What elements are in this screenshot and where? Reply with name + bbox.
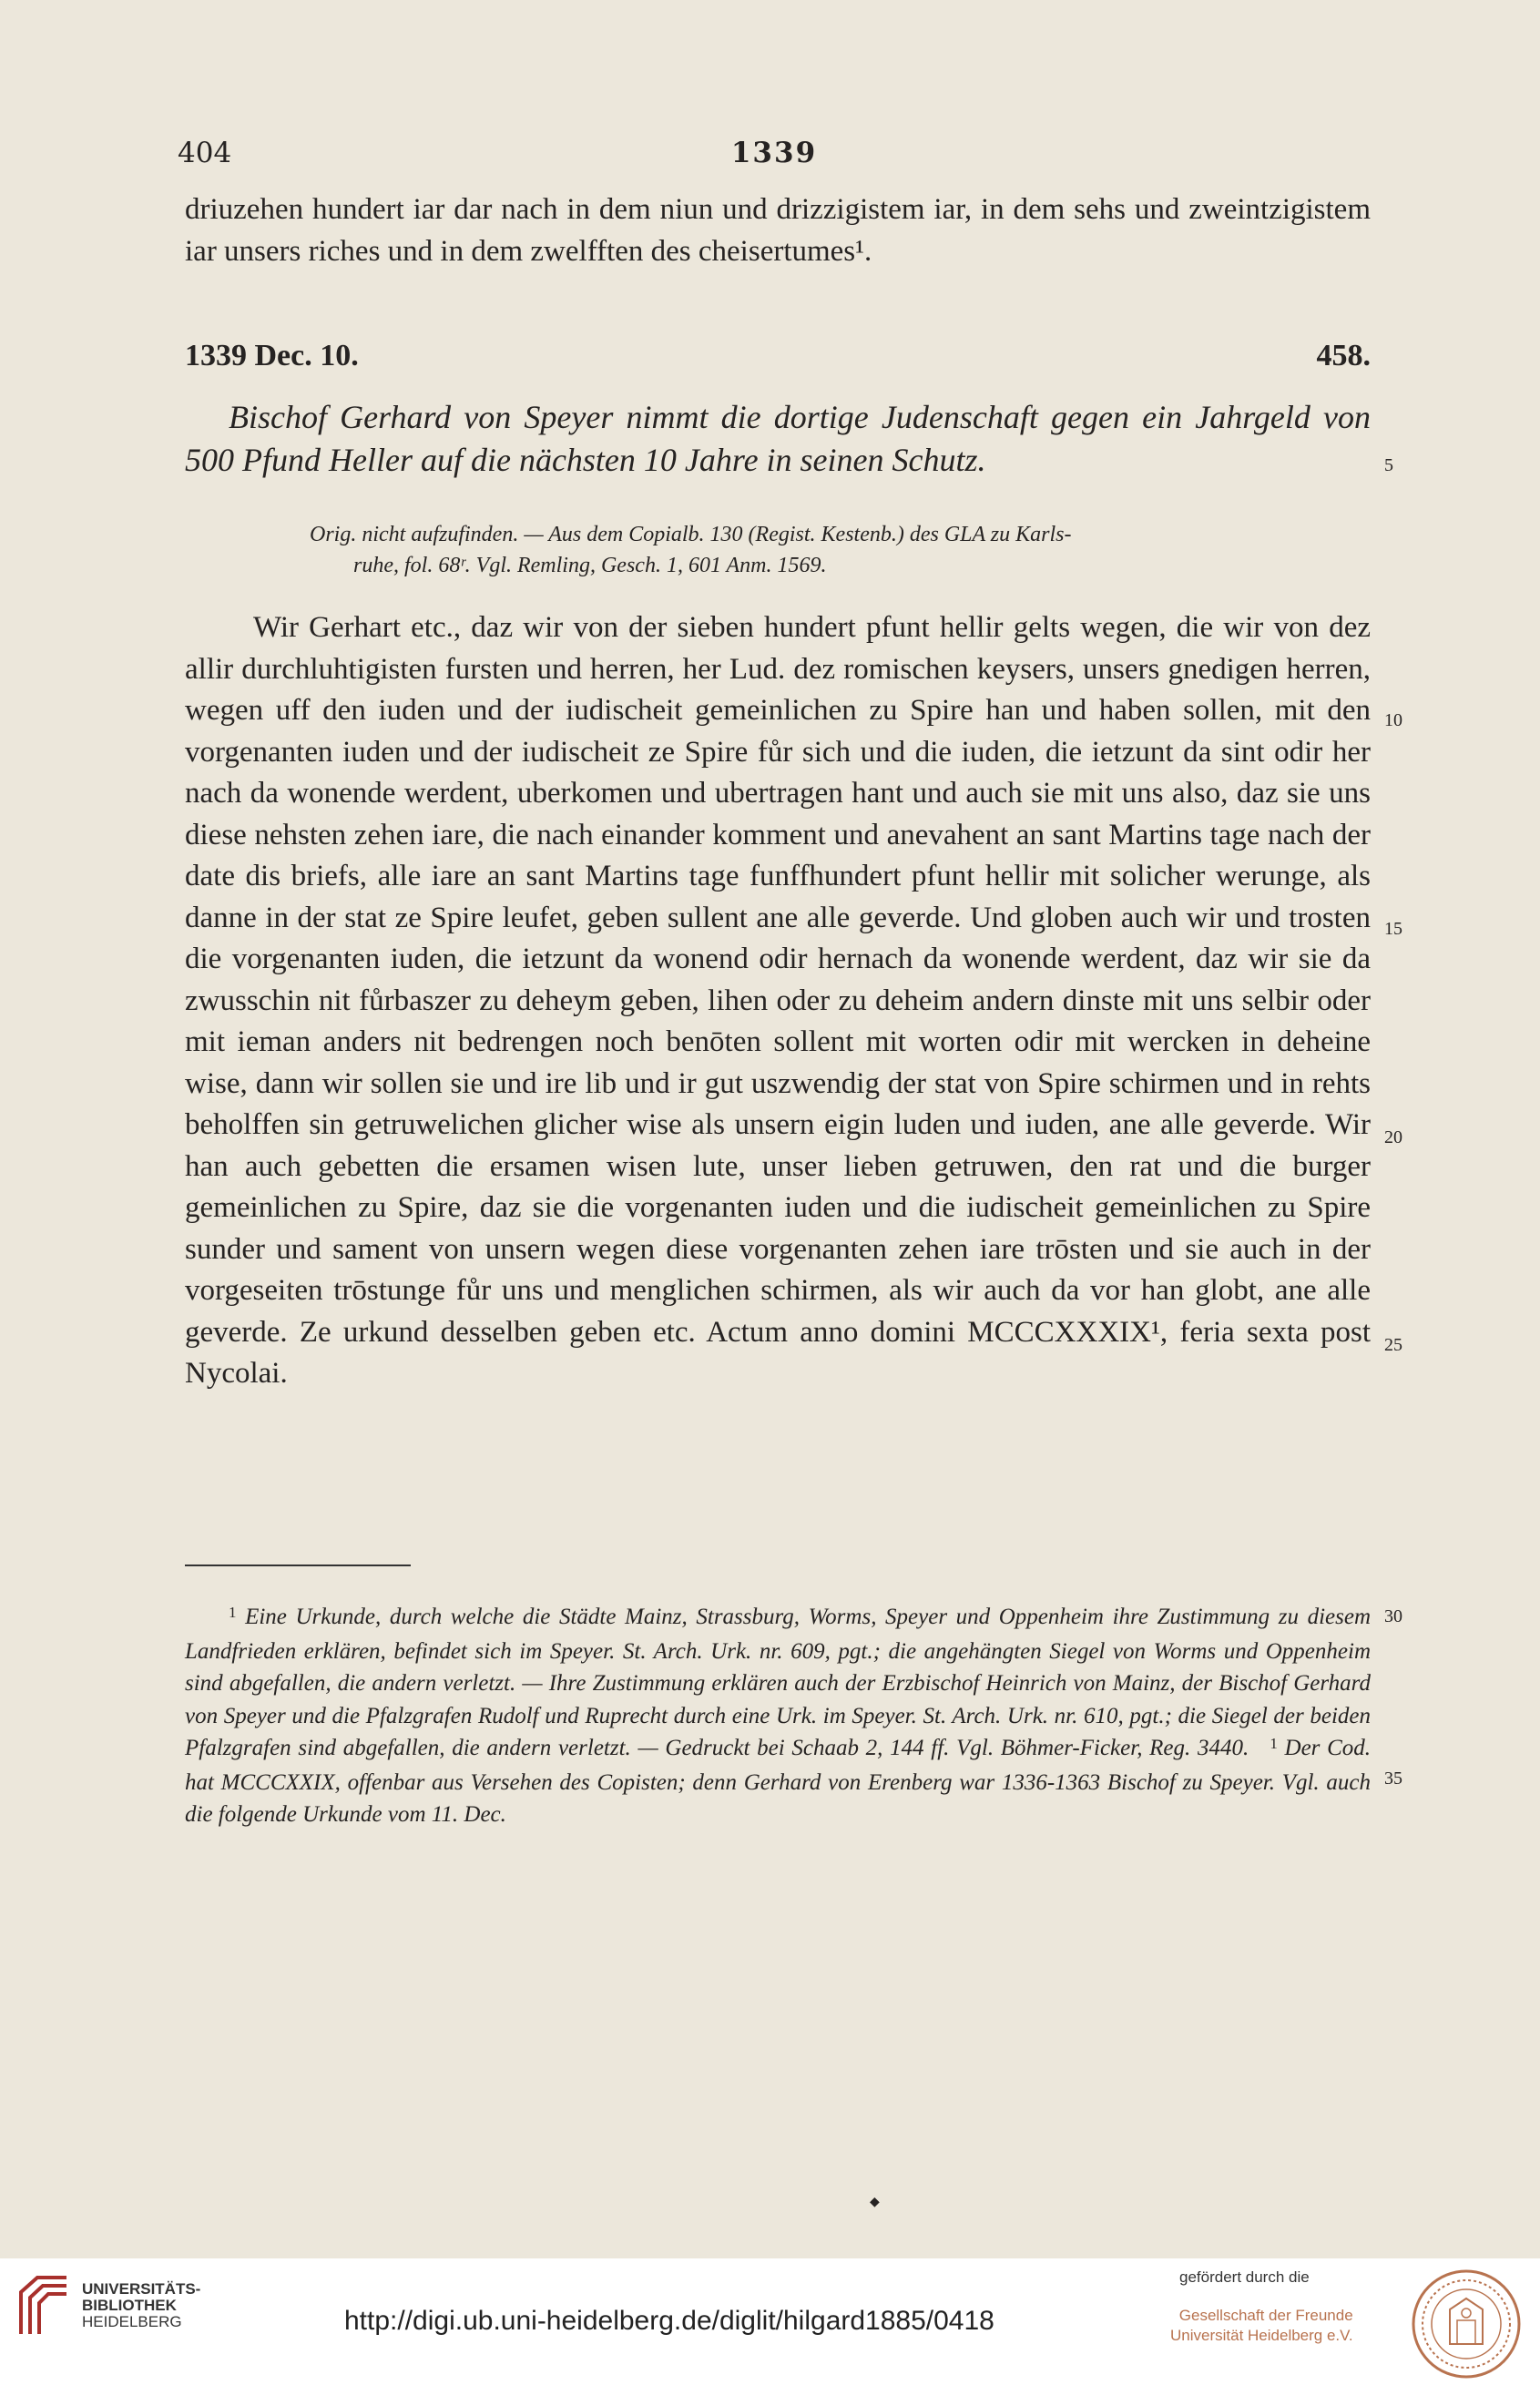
funded-by-label: gefördert durch die	[1179, 2268, 1310, 2286]
running-year: 1339	[730, 137, 818, 169]
line-number: 30	[1384, 1606, 1402, 1626]
line-number: 15	[1384, 919, 1402, 939]
source-line: ruhe, fol. 68ʳ. Vgl. Remling, Gesch. 1, 601 Anm. 1569.	[353, 554, 827, 577]
source-line: Orig. nicht aufzufinden. — Aus dem Copialb. 130 (Regist. Kestenb.) des GLA zu Karls-	[310, 523, 1072, 546]
document-date: 1339 Dec. 10.	[185, 339, 359, 372]
printer-mark: ◆	[870, 2195, 880, 2209]
society-name	[1170, 2306, 1353, 2346]
society-line: Gesellschaft der Freunde	[1178, 2307, 1353, 2324]
line-number: 25	[1384, 1335, 1402, 1355]
library-name	[82, 2281, 200, 2330]
main-text	[185, 607, 1371, 1395]
library-line: UNIVERSITÄTS-	[82, 2280, 201, 2298]
line-number: 20	[1384, 1127, 1402, 1147]
university-seal-icon[interactable]	[1410, 2268, 1523, 2380]
footnote-text: Der Cod. hat MCCCXXIX, offenbar aus Versehen des Copisten; denn Gerhard von Erenberg war 1336-1363 Bischof zu Speyer. Vgl. auch die folgende Urkunde vom 11. Dec.	[185, 1736, 1372, 1827]
document-heading	[185, 339, 1371, 373]
footnote-text: Eine Urkunde, durch welche die Städte Mainz, Strassburg, Worms, Speyer und Oppenheim ihre Zustimmung zu diesem Landfrieden erklären, befindet sich im Speyer. St. Arch. Urk. nr. 609, pgt.; die angehängten Siegel von Worms und Oppenheim sind abgefallen, die andern verletzt. — Ihre Zustimmung erklären auch der Erzbischof Heinrich von Mainz, der Bischof Gerhard von Speyer und die Pfalzgrafen Rudolf und Ruprecht durch eine Urk. im Speyer. St. Arch. Urk. nr. 610, pgt.; die Siegel der beiden Pfalzgrafen sind abgefallen, die andern verletzt. — Gedruckt bei Schaab 2, 144 ff. Vgl. Böhmer-Ficker, Reg. 3440.	[185, 1605, 1371, 1760]
footnote	[185, 1601, 1371, 1831]
footnotes	[185, 1601, 1371, 1831]
footnote-mark: 1	[1270, 1735, 1278, 1752]
intro-paragraph: driuzehen hundert iar dar nach in dem niun und drizzigistem iar, in dem sehs und zweintzigistem iar unsers riches und in dem zwelfften des cheisertumes¹.	[185, 193, 1371, 268]
library-line: BIBLIOTHEK	[82, 2297, 177, 2314]
footnote-mark: 1	[229, 1604, 237, 1621]
line-number: 35	[1384, 1768, 1402, 1789]
document-number: 458.	[1316, 339, 1371, 372]
line-number: 5	[1384, 455, 1393, 475]
line-number: 10	[1384, 710, 1402, 730]
society-line: Universität Heidelberg e.V.	[1170, 2327, 1353, 2344]
main-paragraph: Wir Gerhart etc., daz wir von der sieben hundert pfunt hellir gelts wegen, die wir von dez allir durchluhtigisten fursten und herren, her Lud. dez romischen keysers, unsers gnedigen herren, wegen uff den iuden und der iudischeit gemeinlichen zu Spire han und haben sollen, mit den vorgenanten iuden und der iudischeit ze Spire fůr sich und die iuden, die ietzunt da sint odir her nach da wonende werdent, uberkomen und ubertragen hant und auch sie mit uns also, daz sie uns diese nehsten zehen iare, die nach einander komment und anevahent an sant Martins tage nach der date dis briefs, alle iare an sant Martins tage funffhundert pfunt hellir mit solicher werunge, als danne in der stat ze Spire leufet, geben sullent ane alle geverde. Und globen auch wir und trosten die vorgenanten iuden, die ietzunt da wonend odir hernach da wonende werdent, daz wir sie da zwusschin nit fůrbaszer zu deheym geben, lihen oder zu deheim andern dinste mit uns selbir oder mit ieman anders nit bedrengen noch benōten sollent mit worten odir mit wercken in deheine wise, dann wir sollen sie und ire lib und ir gut uszwendig der stat von Spire schirmen und in rehts beholffen sin getruwelichen glicher wise als unsern eigin luden und iuden, ane alle geverde. Wir han auch gebetten die ersamen wisen lute, unser lieben getruwen, den rat und die burger gemeinlichen zu Spire, daz sie die vorgenanten iuden und die iudischeit gemeinlichen zu Spire sunder und sament von unsern wegen diese vorgenanten zehen iare trōsten und sie auch in der vorgeseiten trōstunge fůr uns und menglichen schirmen, als wir auch da vor han globt, ane alle geverde. Ze urkund desselben geben etc. Actum anno domini MCCCXXXIX¹, feria sexta post Nycolai.	[185, 611, 1371, 1390]
running-head	[178, 137, 1371, 173]
regest: Bischof Gerhard von Speyer nimmt die dortige Judenschaft gegen ein Jahrgeld von 500 Pfund Heller auf die nächsten 10 Jahre in seinen Schutz.	[185, 399, 1371, 478]
permalink-url[interactable]: http://digi.ub.uni-heidelberg.de/diglit/hilgard1885/0418	[344, 2306, 994, 2336]
library-logo-icon[interactable]	[15, 2274, 72, 2338]
source-note	[310, 519, 1371, 581]
footnote-rule	[185, 1565, 411, 1566]
library-line: HEIDELBERG	[82, 2313, 182, 2330]
page-number: 404	[178, 137, 232, 169]
